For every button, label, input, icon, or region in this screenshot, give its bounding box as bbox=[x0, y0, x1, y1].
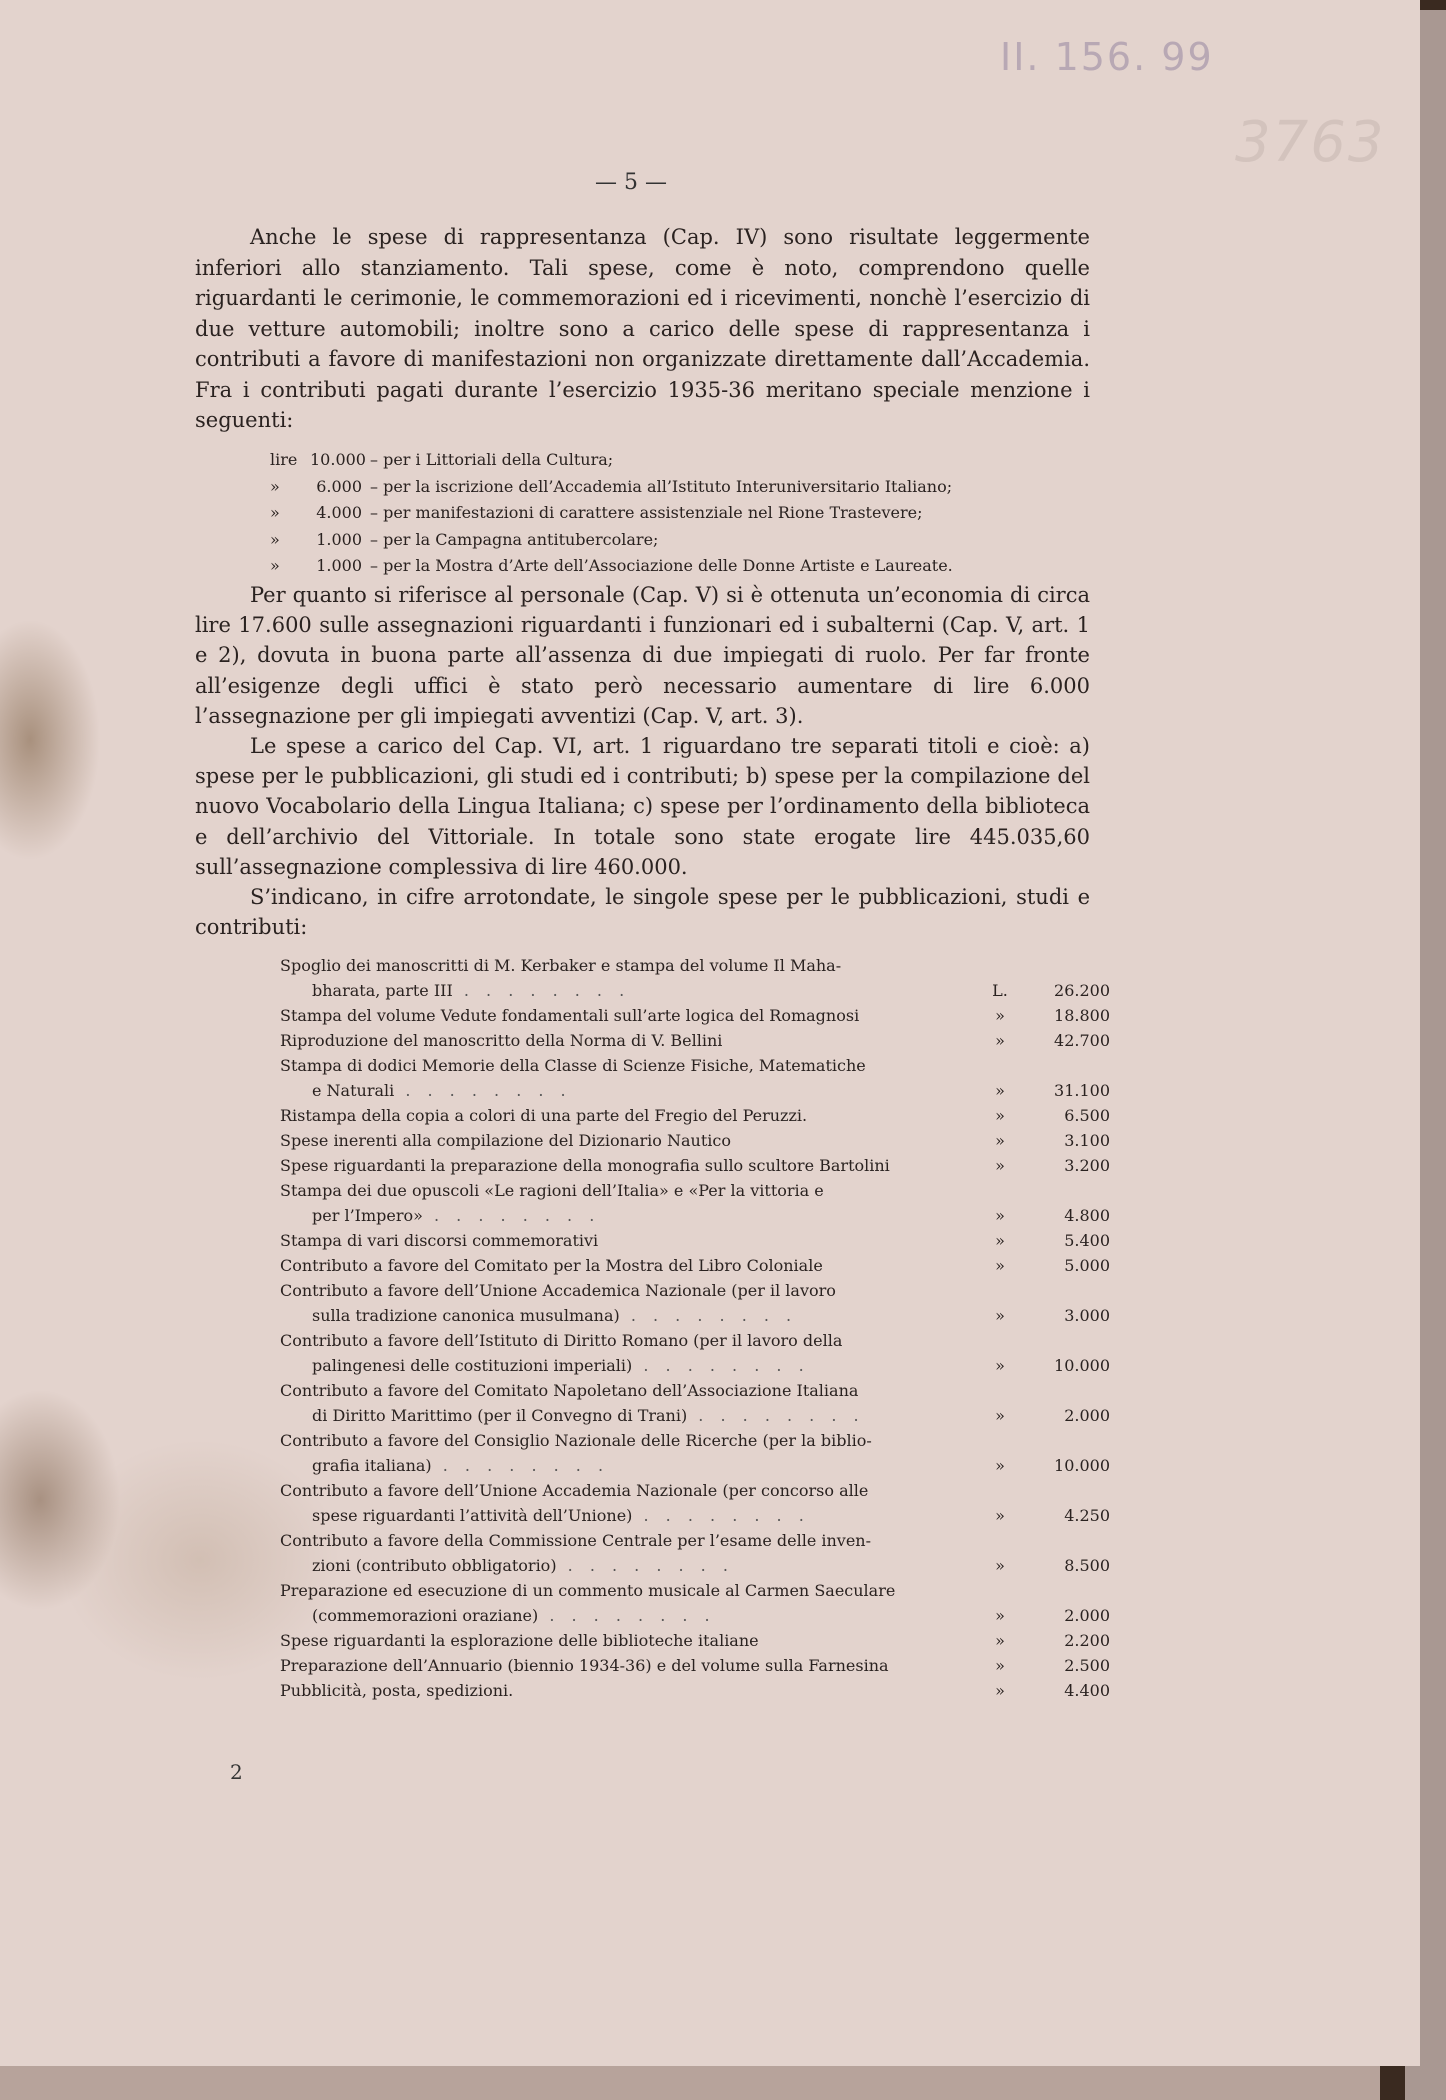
expense-row bbox=[280, 1178, 1110, 1228]
expense-description bbox=[280, 1628, 980, 1653]
body-section-1 bbox=[195, 222, 1090, 436]
contribution-text: – per manifestazioni di carattere assistenziale nel Rione Trastevere; bbox=[370, 503, 923, 523]
expense-line-1: Contributo a favore dell’Unione Accademica Nazionale (per il lavoro bbox=[280, 1281, 836, 1300]
contribution-prefix: » bbox=[270, 476, 280, 496]
shelf-mark: II. 156. 99 bbox=[1000, 35, 1214, 79]
expense-row bbox=[280, 1253, 1110, 1278]
leader-dots: . . . . . . . . bbox=[619, 1306, 798, 1325]
expense-row bbox=[280, 1578, 1110, 1628]
expense-row bbox=[280, 1053, 1110, 1103]
contribution-item bbox=[270, 474, 1100, 501]
leader-dots: . . . . . . . . bbox=[632, 1356, 810, 1375]
expense-line-1: Contributo a favore del Comitato per la Mostra del Libro Coloniale bbox=[280, 1256, 823, 1275]
expense-currency: » bbox=[995, 1081, 1005, 1100]
expense-line-2 bbox=[280, 1603, 980, 1628]
expense-line-1: Contributo a favore del Comitato Napoletano dell’Associazione Italiana bbox=[280, 1381, 859, 1400]
expense-currency: » bbox=[995, 1356, 1005, 1375]
expense-description bbox=[280, 1053, 980, 1103]
expense-line-1: Stampa di vari discorsi commemorativi bbox=[280, 1231, 599, 1250]
expense-row bbox=[280, 1153, 1110, 1178]
signature-mark: 2 bbox=[230, 1760, 243, 1784]
expense-value: 2.500 bbox=[1064, 1656, 1110, 1675]
expense-description bbox=[280, 1478, 980, 1528]
expense-row bbox=[280, 1428, 1110, 1478]
expense-value: 8.500 bbox=[1064, 1556, 1110, 1575]
expenses-ledger bbox=[280, 953, 1110, 1703]
leader-dots: . . . . . . . . bbox=[422, 1206, 601, 1225]
expense-currency: » bbox=[995, 1681, 1005, 1700]
expense-description bbox=[280, 1578, 980, 1628]
expense-value: 3.100 bbox=[1064, 1131, 1110, 1150]
paragraph-4: S’indicano, in cifre arrotondate, le singole spese per le pubblicazioni, studi e contributi: bbox=[195, 885, 1090, 940]
expense-currency: » bbox=[995, 1231, 1005, 1250]
expense-row bbox=[280, 1528, 1110, 1578]
paragraph-2: Per quanto si riferisce al personale (Cap. V) si è ottenuta un’economia di circa lire 17.600 sulle assegnazioni riguardanti i funzionari ed i subalterni (Cap. V, art. 1 e 2), dovuta in buona parte all’assenza di due impiegati di ruolo. Per far fronte all’esigenze degli uffici è stato però necessario aumentare di lire 6.000 l’assegnazione per gli impiegati avventizi (Cap. V, art. 3). bbox=[195, 583, 1090, 728]
paragraph-3: Le spese a carico del Cap. VI, art. 1 riguardano tre separati titoli e cioè: a) spese per le pubblicazioni, gli studi ed i contributi; b) spese per la compilazione del nuovo Vocabolario della Lingua Italiana; c) spese per l’ordinamento della biblioteca e dell’archivio del Vittoriale. In totale sono state erogate lire 445.035,60 sull’assegnazione complessiva di lire 460.000. bbox=[195, 734, 1090, 879]
expense-line-1: Spese riguardanti la preparazione della monografia sullo scultore Bartolini bbox=[280, 1156, 890, 1175]
expense-description bbox=[280, 1328, 980, 1378]
expense-value: 42.700 bbox=[1054, 1031, 1110, 1050]
expense-row bbox=[280, 1628, 1110, 1653]
expense-row bbox=[280, 1653, 1110, 1678]
expense-line-2-text: zioni (contributo obbligatorio) bbox=[312, 1556, 557, 1575]
contributions-list bbox=[270, 447, 1100, 580]
contribution-text: – per la iscrizione dell’Accademia all’Istituto Interuniversitario Italiano; bbox=[370, 476, 953, 496]
paragraph-1: Anche le spese di rappresentanza (Cap. IV) sono risultate leggermente inferiori allo stanziamento. Tali spese, come è noto, comprendono quelle riguardanti le cerimonie, le commemorazioni ed i ricevimenti, nonchè l’esercizio di due vetture automobili; inoltre sono a carico delle spese di rappresentanza i contributi a favore di manifestazioni non organizzate direttamente dall’Accademia. Fra i contributi pagati durante l’esercizio 1935-36 meritano speciale menzione i seguenti: bbox=[195, 225, 1090, 432]
contribution-item bbox=[270, 500, 1100, 527]
expense-currency: » bbox=[995, 1006, 1005, 1025]
expense-line-2-text: bharata, parte III bbox=[312, 981, 453, 1000]
expense-row bbox=[280, 1278, 1110, 1328]
contribution-item bbox=[270, 527, 1100, 554]
expense-value: 3.000 bbox=[1064, 1306, 1110, 1325]
expense-description bbox=[280, 953, 980, 1003]
page-number: — 5 — bbox=[595, 170, 667, 195]
contribution-amount: 6.000 bbox=[316, 476, 362, 496]
expense-line-1: Pubblicità, posta, spedizioni. bbox=[280, 1681, 514, 1700]
expense-row bbox=[280, 1103, 1110, 1128]
expense-line-1: Stampa di dodici Memorie della Classe di Scienze Fisiche, Matematiche bbox=[280, 1056, 866, 1075]
expense-currency: » bbox=[995, 1506, 1005, 1525]
expense-description bbox=[280, 1003, 980, 1028]
expense-line-2 bbox=[280, 1078, 980, 1103]
expense-line-2-text: sulla tradizione canonica musulmana) bbox=[312, 1306, 620, 1325]
expense-value: 5.000 bbox=[1064, 1256, 1110, 1275]
expense-line-1: Spese inerenti alla compilazione del Dizionario Nautico bbox=[280, 1131, 731, 1150]
expense-line-2-text: e Naturali bbox=[312, 1081, 395, 1100]
expense-line-1: Contributo a favore del Consiglio Nazionale delle Ricerche (per la biblio- bbox=[280, 1431, 872, 1450]
expense-row bbox=[280, 953, 1110, 1003]
expense-currency: » bbox=[995, 1656, 1005, 1675]
expense-description bbox=[280, 1528, 980, 1578]
expense-value: 4.250 bbox=[1064, 1506, 1110, 1525]
expense-currency: » bbox=[995, 1031, 1005, 1050]
expense-line-2-text: per l’Impero» bbox=[312, 1206, 423, 1225]
expense-description bbox=[280, 1428, 980, 1478]
expense-description bbox=[280, 1278, 980, 1328]
expense-line-2 bbox=[280, 1503, 980, 1528]
expense-description bbox=[280, 1153, 980, 1178]
expense-line-1: Preparazione ed esecuzione di un commento musicale al Carmen Saeculare bbox=[280, 1581, 896, 1600]
expense-line-1: Contributo a favore dell’Istituto di Diritto Romano (per il lavoro della bbox=[280, 1331, 843, 1350]
expense-line-2 bbox=[280, 1403, 980, 1428]
expense-line-1: Contributo a favore dell’Unione Accademia Nazionale (per concorso alle bbox=[280, 1481, 869, 1500]
expense-value: 4.800 bbox=[1064, 1206, 1110, 1225]
contribution-prefix: » bbox=[270, 556, 280, 576]
contribution-text: – per i Littoriali della Cultura; bbox=[370, 450, 614, 469]
expense-line-2-text: palingenesi delle costituzioni imperiali) bbox=[312, 1356, 633, 1375]
expense-currency: L. bbox=[992, 981, 1008, 1000]
expense-row bbox=[280, 1003, 1110, 1028]
expense-line-1: Stampa del volume Vedute fondamentali sull’arte logica del Romagnosi bbox=[280, 1006, 860, 1025]
expense-currency: » bbox=[995, 1631, 1005, 1650]
expense-row bbox=[280, 1128, 1110, 1153]
contribution-item bbox=[270, 553, 1100, 580]
expense-line-1: Preparazione dell’Annuario (biennio 1934-36) e del volume sulla Farnesina bbox=[280, 1656, 889, 1675]
expense-line-2-text: (commemorazioni oraziane) bbox=[312, 1606, 539, 1625]
contribution-amount: 4.000 bbox=[316, 503, 362, 523]
expense-description bbox=[280, 1228, 980, 1253]
expense-description bbox=[280, 1178, 980, 1228]
expense-line-1: Ristampa della copia a colori di una parte del Fregio del Peruzzi. bbox=[280, 1106, 808, 1125]
expense-currency: » bbox=[995, 1556, 1005, 1575]
leader-dots: . . . . . . . . bbox=[632, 1506, 810, 1525]
contribution-amount: 1.000 bbox=[316, 529, 362, 549]
expense-description bbox=[280, 1128, 980, 1153]
expense-description bbox=[280, 1678, 980, 1703]
expense-value: 6.500 bbox=[1064, 1106, 1110, 1125]
expense-description bbox=[280, 1103, 980, 1128]
expense-line-2 bbox=[280, 1353, 980, 1378]
expense-row bbox=[280, 1378, 1110, 1428]
expense-description bbox=[280, 1378, 980, 1428]
leader-dots: . . . . . . . . bbox=[687, 1406, 865, 1425]
body-section-2 bbox=[195, 580, 1090, 942]
expense-line-1: Spoglio dei manoscritti di M. Kerbaker e stampa del volume Il Maha- bbox=[280, 956, 842, 975]
expense-description bbox=[280, 1253, 980, 1278]
contribution-amount: 10.000 bbox=[310, 450, 366, 469]
expense-row bbox=[280, 1478, 1110, 1528]
expense-line-2 bbox=[280, 978, 980, 1003]
expense-line-1: Spese riguardanti la esplorazione delle biblioteche italiane bbox=[280, 1631, 759, 1650]
expense-currency: » bbox=[995, 1406, 1005, 1425]
expense-currency: » bbox=[995, 1206, 1005, 1225]
leader-dots: . . . . . . . . bbox=[452, 981, 631, 1000]
expense-value: 31.100 bbox=[1054, 1081, 1110, 1100]
expense-currency: » bbox=[995, 1156, 1005, 1175]
expense-value: 10.000 bbox=[1054, 1356, 1110, 1375]
expense-currency: » bbox=[995, 1306, 1005, 1325]
expense-currency: » bbox=[995, 1606, 1005, 1625]
expense-value: 2.000 bbox=[1064, 1406, 1110, 1425]
expense-currency: » bbox=[995, 1131, 1005, 1150]
expense-line-2 bbox=[280, 1453, 980, 1478]
expense-currency: » bbox=[995, 1106, 1005, 1125]
handwritten-number: 3763 bbox=[1235, 110, 1386, 175]
expense-value: 2.000 bbox=[1064, 1606, 1110, 1625]
leader-dots: . . . . . . . . bbox=[556, 1556, 734, 1575]
expense-row bbox=[280, 1028, 1110, 1053]
expense-row bbox=[280, 1678, 1110, 1703]
expense-value: 3.200 bbox=[1064, 1156, 1110, 1175]
contribution-item bbox=[270, 447, 1100, 474]
expense-line-1: Contributo a favore della Commissione Centrale per l’esame delle inven- bbox=[280, 1531, 872, 1550]
expense-line-2-text: grafia italiana) bbox=[312, 1456, 432, 1475]
expense-description bbox=[280, 1028, 980, 1053]
contribution-amount: 1.000 bbox=[316, 556, 362, 576]
leader-dots: . . . . . . . . bbox=[431, 1456, 610, 1475]
expense-description bbox=[280, 1653, 980, 1678]
expense-line-2 bbox=[280, 1553, 980, 1578]
expense-line-2-text: di Diritto Marittimo (per il Convegno di Trani) bbox=[312, 1406, 688, 1425]
expense-line-2 bbox=[280, 1203, 980, 1228]
leader-dots: . . . . . . . . bbox=[394, 1081, 572, 1100]
contribution-prefix: » bbox=[270, 529, 280, 549]
expense-line-2 bbox=[280, 1303, 980, 1328]
expense-line-2-text: spese riguardanti l’attività dell’Unione) bbox=[312, 1506, 633, 1525]
expense-value: 26.200 bbox=[1054, 981, 1110, 1000]
expense-line-1: Stampa dei due opuscoli «Le ragioni dell’Italia» e «Per la vittoria e bbox=[280, 1181, 824, 1200]
expense-row bbox=[280, 1328, 1110, 1378]
expense-value: 2.200 bbox=[1064, 1631, 1110, 1650]
expense-currency: » bbox=[995, 1456, 1005, 1475]
contribution-prefix: lire bbox=[270, 450, 298, 469]
expense-line-1: Riproduzione del manoscritto della Norma di V. Bellini bbox=[280, 1031, 723, 1050]
expense-currency: » bbox=[995, 1256, 1005, 1275]
contribution-prefix: » bbox=[270, 503, 280, 523]
expense-value: 10.000 bbox=[1054, 1456, 1110, 1475]
contribution-text: – per la Campagna antitubercolare; bbox=[370, 529, 659, 549]
expense-value: 18.800 bbox=[1054, 1006, 1110, 1025]
leader-dots: . . . . . . . . bbox=[538, 1606, 716, 1625]
expense-value: 5.400 bbox=[1064, 1231, 1110, 1250]
expense-row bbox=[280, 1228, 1110, 1253]
contribution-text: – per la Mostra d’Arte dell’Associazione delle Donne Artiste e Laureate. bbox=[370, 556, 953, 576]
expense-value: 4.400 bbox=[1064, 1681, 1110, 1700]
